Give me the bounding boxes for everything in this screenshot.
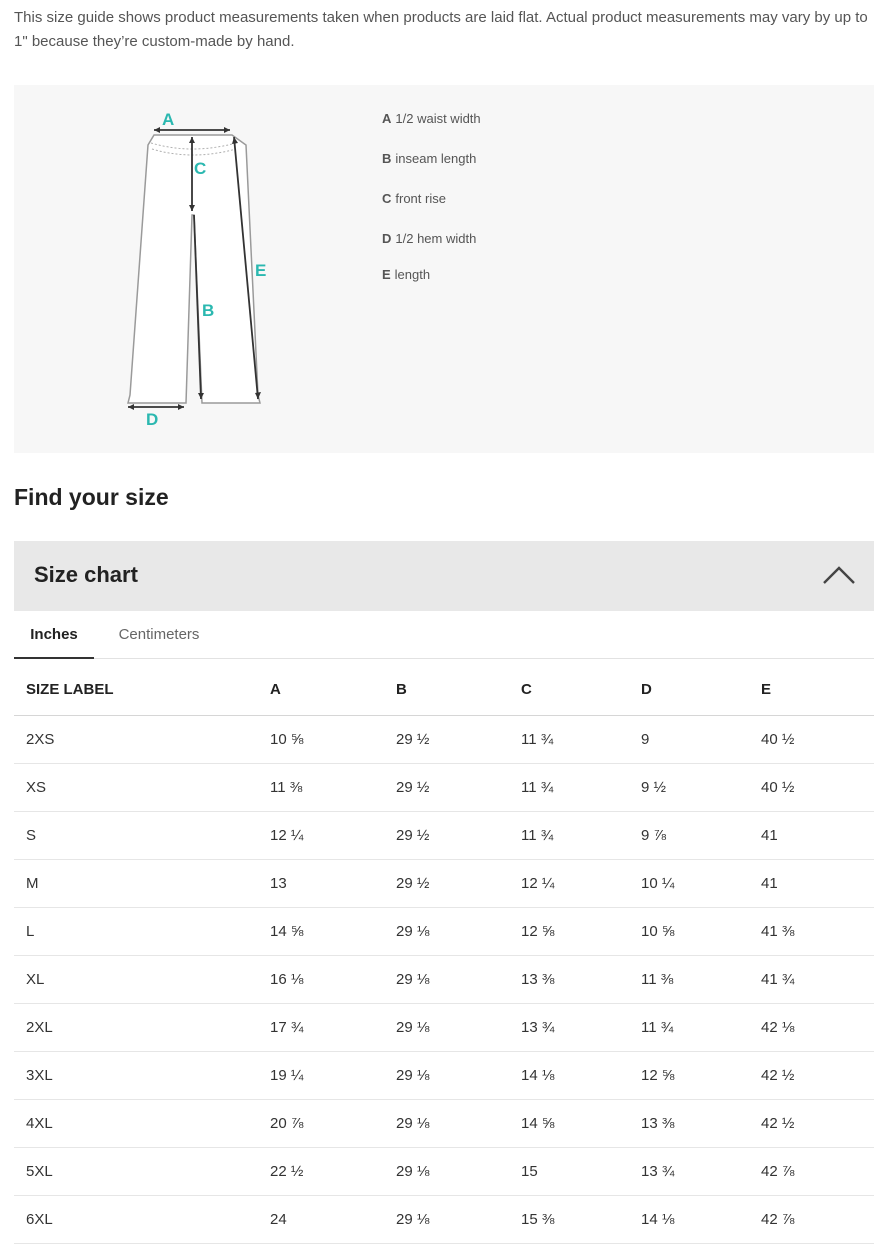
cell-b: 29 ⅛ [384,1003,509,1051]
table-row [14,763,874,811]
table-row [14,1195,874,1243]
table-header-row [14,665,874,715]
size-table-body [14,715,874,1243]
size-chart-table [14,665,874,1244]
cell-d: 13 ⅜ [629,1099,749,1147]
cell-d: 11 ¾ [629,1003,749,1051]
cell-d: 9 ½ [629,763,749,811]
cell-d: 13 ¾ [629,1147,749,1195]
cell-d: 14 ⅛ [629,1195,749,1243]
size-label-cell: 4XL [14,1099,258,1147]
cell-c: 14 ⅝ [509,1099,629,1147]
cell-b: 29 ½ [384,811,509,859]
cell-a: 24 [258,1195,384,1243]
legend-item-c: C front rise [382,191,446,206]
legend-item-b: B inseam length [382,151,477,166]
cell-b: 29 ⅛ [384,1051,509,1099]
cell-a: 13 [258,859,384,907]
column-header-e: E [749,665,874,715]
measurement-guide-panel [14,85,874,453]
cell-e: 41 [749,859,874,907]
size-chart-title: Size chart [34,562,138,587]
column-header-d: D [629,665,749,715]
size-label-cell: L [14,907,258,955]
column-header-size-label: SIZE LABEL [14,665,258,715]
diagram-letter-a: A [162,110,175,129]
size-label-cell: 3XL [14,1051,258,1099]
cell-a: 14 ⅝ [258,907,384,955]
cell-a: 16 ⅛ [258,955,384,1003]
cell-c: 11 ¾ [509,715,629,763]
cell-d: 11 ⅜ [629,955,749,1003]
cell-d: 10 ⅝ [629,907,749,955]
legend-item-a: A 1/2 waist width [382,111,481,126]
cell-d: 12 ⅝ [629,1051,749,1099]
cell-b: 29 ½ [384,763,509,811]
legend-item-d: D 1/2 hem width [382,231,477,246]
cell-d: 10 ¼ [629,859,749,907]
size-label-cell: XL [14,955,258,1003]
column-header-c: C [509,665,629,715]
cell-e: 40 ½ [749,715,874,763]
cell-d: 9 [629,715,749,763]
size-label-cell: 2XL [14,1003,258,1051]
table-row [14,1147,874,1195]
cell-c: 12 ¼ [509,859,629,907]
cell-c: 15 ⅜ [509,1195,629,1243]
cell-e: 41 ⅜ [749,907,874,955]
cell-b: 29 ⅛ [384,1195,509,1243]
size-chart-accordion-toggle[interactable] [14,541,874,611]
cell-c: 13 ⅜ [509,955,629,1003]
cell-c: 15 [509,1147,629,1195]
cell-d: 9 ⅞ [629,811,749,859]
cell-b: 29 ½ [384,715,509,763]
diagram-letter-c: C [194,159,207,178]
cell-e: 42 ½ [749,1099,874,1147]
size-label-cell: 2XS [14,715,258,763]
diagram-letter-d: D [146,410,159,429]
size-label-cell: XS [14,763,258,811]
size-guide-intro: This size guide shows product measurements taken when products are laid flat. Actual product measurements may vary by up to 1" because they’re custom-made by hand. [14,9,868,50]
table-row [14,907,874,955]
diagram-letter-e: E [255,261,267,280]
cell-a: 20 ⅞ [258,1099,384,1147]
cell-e: 40 ½ [749,763,874,811]
column-header-a: A [258,665,384,715]
table-row [14,955,874,1003]
table-row [14,1099,874,1147]
pants-measurement-diagram [14,85,374,453]
cell-a: 12 ¼ [258,811,384,859]
unit-tabs [14,611,874,659]
cell-c: 14 ⅛ [509,1051,629,1099]
table-row [14,715,874,763]
column-header-b: B [384,665,509,715]
cell-a: 19 ¼ [258,1051,384,1099]
chevron-up-icon[interactable] [822,563,856,587]
cell-a: 11 ⅜ [258,763,384,811]
table-row [14,811,874,859]
cell-b: 29 ⅛ [384,907,509,955]
cell-a: 17 ¾ [258,1003,384,1051]
cell-c: 13 ¾ [509,1003,629,1051]
table-row [14,1051,874,1099]
table-row [14,859,874,907]
cell-a: 22 ½ [258,1147,384,1195]
cell-e: 42 ⅞ [749,1147,874,1195]
cell-a: 10 ⅝ [258,715,384,763]
cell-b: 29 ⅛ [384,1147,509,1195]
legend-item-e: E length [382,267,431,282]
cell-e: 41 [749,811,874,859]
cell-b: 29 ⅛ [384,1099,509,1147]
tab-inches[interactable]: Inches [14,611,94,659]
size-label-cell: M [14,859,258,907]
tab-centimeters[interactable]: Centimeters [118,626,200,643]
cell-b: 29 ⅛ [384,955,509,1003]
cell-c: 11 ¾ [509,811,629,859]
cell-e: 42 ½ [749,1051,874,1099]
table-row [14,1003,874,1051]
cell-e: 42 ⅛ [749,1003,874,1051]
cell-c: 11 ¾ [509,763,629,811]
cell-e: 42 ⅞ [749,1195,874,1243]
diagram-letter-b: B [202,301,215,320]
cell-c: 12 ⅝ [509,907,629,955]
size-label-cell: S [14,811,258,859]
cell-b: 29 ½ [384,859,509,907]
cell-e: 41 ¾ [749,955,874,1003]
find-your-size-heading: Find your size [14,484,169,510]
size-label-cell: 6XL [14,1195,258,1243]
size-label-cell: 5XL [14,1147,258,1195]
